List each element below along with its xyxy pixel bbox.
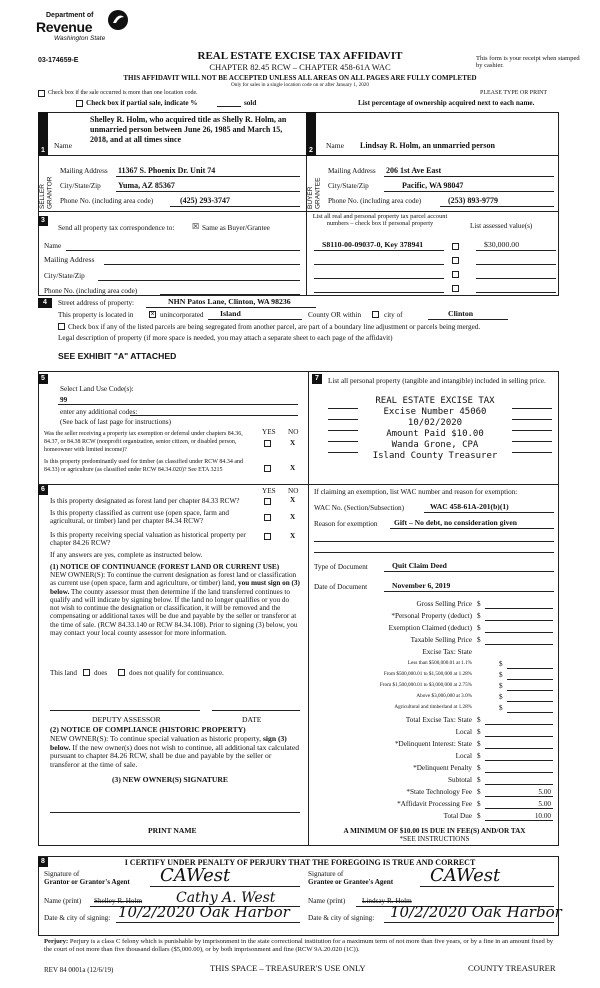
county-or-label: County OR within [308,311,362,319]
sec3-city-label: City/State/Zip [44,272,85,280]
local-excise-label: Local [455,728,472,736]
total-excise-field[interactable] [485,724,553,725]
seller-city-label: City/State/Zip [60,182,101,190]
does-not-label: does not qualify for continuance. [129,669,224,677]
notice2-title: (2) NOTICE OF COMPLIANCE (HISTORIC PROPERTY) [50,725,246,734]
see-back-label: (See back of last page for instructions) [60,418,171,426]
personal-property-field[interactable] [485,620,553,621]
delinq-penalty-field[interactable] [485,772,553,773]
grantee-printed-name: Lindsay R. Holm [362,897,412,905]
claim-exempt-label: If claiming an exemption, list WAC number and reason for exemption: [314,488,518,496]
assessed-header: List assessed value(s) [470,222,533,230]
logo-dept-line: Department of [46,12,94,19]
perjury-text [44,938,556,954]
stamp-line-5: Wanda Grone, CPA [391,440,479,450]
sec6-q3-no[interactable]: X [290,532,296,540]
stamp-line-4: Amount Paid $10.00 [386,429,484,439]
partial-pct-field[interactable] [217,106,241,107]
land-does-checkbox[interactable] [83,669,90,676]
sec5-q1-yes[interactable] [264,440,271,447]
buyer-side-label: BUYER GRANTEE [307,177,322,209]
certify-line: I CERTIFY UNDER PENALTY OF PERJURY THAT THE FOREGOING IS TRUE AND CORRECT [124,858,476,867]
buyer-mail-label: Mailing Address [328,167,376,175]
tech-fee-label: *State Technology Fee [406,788,472,796]
grantor-date-city-label: Date & city of signing: [44,914,111,922]
section-8-number: 8 [38,857,48,867]
stamp-line-6: Island County Treasurer [372,451,498,461]
tier-5-sign: $ [499,704,503,712]
stamp-line-3: 10/02/2020 [407,418,463,428]
sec3-name-label: Name [44,242,62,250]
total-excise-label: Total Excise Tax: State [405,716,472,724]
notice2-text-a: NEW OWNER(S): To continue special valuation as historic property, [50,734,262,743]
buyer-city-label: City/State/Zip [328,182,369,190]
more-one-location-checkbox[interactable] [38,90,45,97]
receipt-note: This form is your receipt when stamped by cashier. [476,55,580,70]
delinq-int-state-sign: $ [477,740,481,748]
subtotal-field[interactable] [485,784,553,785]
notice1-text-bold: you must sign on (3) below. [50,579,300,596]
excise-state-label: Excise Tax: State [422,648,472,656]
wac-value[interactable]: WAC 458-61A-201(b)(1) [430,502,509,511]
notice2-text [50,735,302,769]
gross-selling-field[interactable] [485,608,553,609]
reason-value[interactable]: Gift – No debt, no consideration given [394,518,517,527]
grantor-printed-name: Shelley R. Holm [94,897,143,905]
delinq-int-local-sign: $ [477,752,481,760]
grantor-hand-name[interactable]: Cathy A. West [176,890,276,906]
sec5-q2: Is this property predominantly used for timber (as classified under RCW 84.34 and 84.33) or agriculture (as classified under RCW 84.34.020)? See ETA 3215 [44,459,244,473]
assessed-value[interactable]: $30,000.00 [484,240,520,249]
seller-side-label: SELLER GRANTOR [39,176,54,209]
buyer-city-value[interactable]: Pacific, WA 98047 [402,181,464,190]
segregated-checkbox[interactable] [58,323,65,330]
tech-fee-value[interactable]: 5.00 [538,788,551,796]
sec3-phone-label: Phone No. (including area code) [44,287,138,295]
stamp-line-1: REAL ESTATE EXCISE TAX [375,396,495,406]
city-of-label: city of [384,311,403,319]
tier-4-sign: $ [499,693,503,701]
exemption-claimed-sign: $ [477,624,481,632]
buyer-name-value[interactable]: Lindsay R. Holm, an unmarried person [360,141,495,150]
seller-mail-value[interactable]: 11367 S. Phoenix Dr. Unit 74 [118,166,216,175]
buyer-mail-value[interactable]: 206 1st Ave East [386,166,442,175]
more-one-location-label: Check box if the sale occurred is more than one location code. [48,90,198,96]
minimum-due: A MINIMUM OF $10.00 IS DUE IN FEE(S) AND/OR TAX [343,827,526,835]
gross-selling-sign: $ [477,600,481,608]
dor-logo [36,6,136,46]
sec5-q2-no[interactable]: X [290,464,296,472]
sub-note: Only for sales in a single location code on or after January 1, 2020 [230,82,369,88]
grantee-date-city-label: Date & city of signing: [308,914,375,922]
section-6-number: 6 [38,485,48,495]
taxable-selling-label: Taxable Selling Price [410,636,472,644]
form-chapter: CHAPTER 82.45 RCW – CHAPTER 458-61A WAC [209,62,391,72]
local-excise-sign: $ [477,728,481,736]
grantor-signature[interactable]: CAWest [160,865,231,886]
delinq-penalty-label: *Delinquent Penalty [413,764,472,772]
subtotal-sign: $ [477,776,481,784]
sold-label: sold [244,99,257,107]
doc-id: 03-174659-E [38,57,79,64]
notice1-text-b: The county assessor must then determine if the land transferred continues to qualify and will indicate by signing below. If the land no longer qualifies or you do not wish to continue the designation or classification, it will be removed and the compensating or additional taxes will be due and payable by the seller or transferor at the time of sale. (RCW 84.33.140 or RCW 84.34.108). Prior to signing (3) below, you may contact your local county assessor for more information. [50,587,298,638]
perjury-body: Perjury is a class C felony which is punishable by imprisonment in the state correctional institution for a maximum term of not more than five years, or by a fine in an amount fixed by the court of not more than five thousand dollars ($5,000.00), or by both imprisonment and fine (RCW 9A.20.020 (1C)). [44,938,554,953]
city-checkbox[interactable] [372,311,379,318]
tier-1-label: Less than $500,000.01 at 1.1% [407,660,472,666]
seller-mail-label: Mailing Address [60,167,108,175]
sec6-q2-no[interactable]: X [290,513,296,521]
unincorporated-label: unincorporated [160,311,204,319]
seller-name-label: Name [54,141,72,150]
sec6-q2-yes[interactable] [264,514,271,521]
new-owner-sig-field[interactable] [50,812,300,813]
sec5-q1-no[interactable]: X [290,439,296,447]
total-due-value[interactable]: 10.00 [534,812,551,820]
logo-revenue-word: Revenue [36,19,93,35]
grantee-name-label: Name (print) [308,897,346,905]
section-3-number: 3 [38,216,48,226]
tier-5-field[interactable] [507,712,553,713]
grantee-signature[interactable]: CAWest [430,865,501,886]
notice2-text-b: If the new owner(s) does not wish to continue, all additional tax calculated pursuant to chapter 84.26 RCW, shall be due and payable by the seller or transferor at the time of sale. [50,742,300,769]
seller-city-value[interactable]: Yuma, AZ 85367 [118,181,175,190]
section-5-number: 5 [38,374,48,384]
please-type: PLEASE TYPE OR PRINT [480,90,548,96]
exemption-claimed-label: Exemption Claimed (deduct) [388,624,472,632]
exhibit-text: SEE EXHIBIT "A" ATTACHED [58,351,177,361]
sec5-q1: Was the seller receiving a property tax exemption or deferral under chapters 84.36, 84.37, or 84.38 RCW (nonprofit organization, senior citizen, or disabled person, homeowner with limited income)? [44,431,243,453]
wa-logo-icon [106,8,130,32]
treasurer-stamp [360,396,510,462]
section-7-number: 7 [312,374,322,384]
buyer-phone-value[interactable]: (253) 893-9779 [448,196,498,205]
seller-phone-label: Phone No. (including area code) [60,197,154,205]
gross-selling-label: Gross Selling Price [416,600,472,608]
personal-property-sign: $ [477,612,481,620]
tier-3-sign: $ [499,682,503,690]
sec6-no-header: NO [288,487,299,495]
processing-fee-label: *Affidavit Processing Fee [397,800,472,808]
stamp-line-2: Excise Number 45060 [383,407,487,417]
date-label: DATE [242,715,262,724]
print-name-label: PRINT NAME [148,826,197,835]
this-land-label: This land [50,669,77,677]
list-personal-label: List all personal property (tangible and intangible) included in selling price. [328,377,546,385]
section-1-number: 1 [38,146,48,156]
enter-codes-label: enter any additional codes: [60,408,138,416]
seller-phone-value[interactable]: (425) 293-3747 [180,196,230,205]
unincorporated-checkbox[interactable]: × [150,311,155,318]
grantor-date-city[interactable]: 10/2/2020 Oak Harbor [118,903,290,921]
delinq-int-state-field[interactable] [485,748,553,749]
wac-label: WAC No. (Section/Subsection) [314,504,405,512]
grantor-sig-of: Signature of [44,870,80,878]
sec5-q2-yes[interactable] [264,465,271,472]
tier-2-sign: $ [499,671,503,679]
partial-sale-checkbox[interactable] [76,100,83,107]
sec3-mail-label: Mailing Address [44,255,95,264]
parcel-personal-checkbox-2[interactable] [452,257,459,264]
street-value[interactable]: NHN Patos Lane, Clinton, WA 98236 [168,297,291,306]
tier-4-field[interactable] [507,701,553,702]
legal-label: Legal description of property (if more space is needed, you may attach a separate sheet to each page of the affidavit) [58,334,393,342]
tier-5-label: Agricultural and timberland at 1.28% [394,704,472,710]
sec6-q1: Is this property designated as forest land per chapter 84.33 RCW? [50,497,240,505]
street-label: Street address of property: [58,299,135,307]
list-pct: List percentage of ownership acquired next to each name. [358,99,535,107]
tech-fee-sign: $ [477,788,481,796]
doc-type-label: Type of Document [314,563,368,571]
processing-fee-sign: $ [477,800,481,808]
deputy-label: DEPUTY ASSESSOR [92,715,161,724]
parcel-value[interactable]: S8110-00-09037-0, Key 378941 [322,240,424,249]
buyer-name-label: Name [326,141,344,150]
same-as-checkbox[interactable]: ☒ [192,222,200,231]
logo-state-line: Washington State [54,35,106,42]
land-does-not-checkbox[interactable] [118,669,125,676]
tier-1-field[interactable] [507,668,553,669]
section-4-number: 4 [38,298,52,308]
tier-2-label: From $500,000.01 to $1,500,000 at 1.28% [383,671,472,677]
taxable-selling-field[interactable] [485,644,553,645]
notice1-title: (1) NOTICE OF CONTINUANCE (FOREST LAND OR CURRENT USE) [50,563,280,571]
delinq-int-state-label: *Delinquent Interest: State [394,740,472,748]
send-to-label: Send all property tax correspondence to: [58,224,175,232]
parcel-header: List all real and personal property tax parcel account numbers – check box if personal property [312,213,448,228]
grantee-sig-of: Signature of [308,870,344,878]
located-in-label: This property is located in [58,311,134,319]
treasurer-use: THIS SPACE – TREASURER'S USE ONLY [210,963,366,973]
personal-property-label: *Personal Property (deduct) [391,612,472,620]
tier-2-field[interactable] [507,679,553,680]
sec6-q3: Is this property receiving special valuation as historical property per chapter 84.26 RCW? [50,531,246,548]
doc-type-value[interactable]: Quit Claim Deed [392,561,447,570]
does-label: does [94,669,108,677]
warning-line: THIS AFFIDAVIT WILL NOT BE ACCEPTED UNLESS ALL AREAS ON ALL PAGES ARE FULLY COMPLETED [123,74,477,82]
sec6-q1-yes[interactable] [264,498,271,505]
sec6-q3-yes[interactable] [264,533,271,540]
grantor-agent-text: Grantor or Grantor's Agent [44,878,130,886]
parcel-personal-checkbox-1[interactable] [452,243,459,250]
taxable-selling-sign: $ [477,636,481,644]
grantor-name-label: Name (print) [44,897,82,905]
local-excise-field[interactable] [485,736,553,737]
total-excise-sign: $ [477,716,481,724]
grantee-date-city[interactable]: 10/2/2020 Oak Harbor [390,903,562,921]
doc-date-label: Date of Document [314,583,368,591]
land-use-value[interactable]: 99 [60,396,68,404]
reason-label: Reason for exemption [314,520,378,528]
processing-fee-value[interactable]: 5.00 [538,800,551,808]
grantee-agent-text: Grantee or Grantee's Agent [308,878,394,886]
sec6-q2: Is this property classified as current use (open space, farm and agricultural, or timber) land per chapter 84.34 RCW? [50,509,230,526]
sec6-q1-no[interactable]: X [290,496,296,504]
sec5-yes-header: YES [262,428,276,436]
delinq-penalty-sign: $ [477,764,481,772]
land-use-label: Select Land Use Code(s): [60,385,134,393]
seller-name-value[interactable]: Shelley R. Holm, who acquired title as Shelly R. Holm, an unmarried person between June 26, 1985 and March 15, 2018, and at all times since [90,115,287,144]
section-2-number: 2 [306,146,316,156]
subtotal-label: Subtotal [448,776,472,784]
tier-4-label: Above $3,000,000 at 3.0% [416,693,472,699]
tier-3-label: From $1,500,000.01 to $3,000,000 at 2.75% [379,682,472,688]
see-instructions: *SEE INSTRUCTIONS [399,835,470,843]
segregated-label: Check box if any of the listed parcels are being segregated from another parcel, are part of a boundary line adjustment or parcels being merged. [68,323,481,331]
parcel-personal-checkbox-3[interactable] [452,271,459,278]
perjury-label: Perjury: [44,938,69,945]
same-as-label: Same as Buyer/Grantee [202,224,270,232]
grantee-agent-label [308,878,393,886]
delinq-int-local-field[interactable] [485,760,553,761]
total-due-label: Total Due [443,812,472,820]
rev-number: REV 84 0001a (12/6/19) [44,966,114,974]
total-due-sign: $ [477,812,481,820]
county-value[interactable]: Island [220,309,241,318]
tier-1-sign: $ [499,660,503,668]
partial-sale-label: Check box if partial sale, indicate % [86,99,198,107]
buyer-phone-label: Phone No. (including area code) [328,197,422,205]
notice1-text [50,571,300,637]
tier-3-field[interactable] [507,690,553,691]
county-treasurer: COUNTY TREASURER [468,963,556,973]
sec5-no-header: NO [288,428,299,436]
new-owner-sig-label: (3) NEW OWNER(S) SIGNATURE [112,775,228,784]
doc-date-value[interactable]: November 6, 2019 [392,581,451,590]
notice2-text-bold: sign (3) below. [50,734,287,752]
if-yes-label: If any answers are yes, complete as instructed below. [50,551,203,559]
exemption-claimed-field[interactable] [485,632,553,633]
parcel-personal-checkbox-4[interactable] [452,285,459,292]
form-title: REAL ESTATE EXCISE TAX AFFIDAVIT [197,50,403,62]
grantor-agent-label [44,878,130,886]
notice1-text-a: NEW OWNER(S): To continue the current designation as forest land or classification as current use (open space, farm and agriculture, or timber) land, [50,571,297,588]
sec6-yes-header: YES [262,487,276,495]
city-value[interactable]: Clinton [448,309,474,318]
delinq-int-local-label: Local [455,752,472,760]
